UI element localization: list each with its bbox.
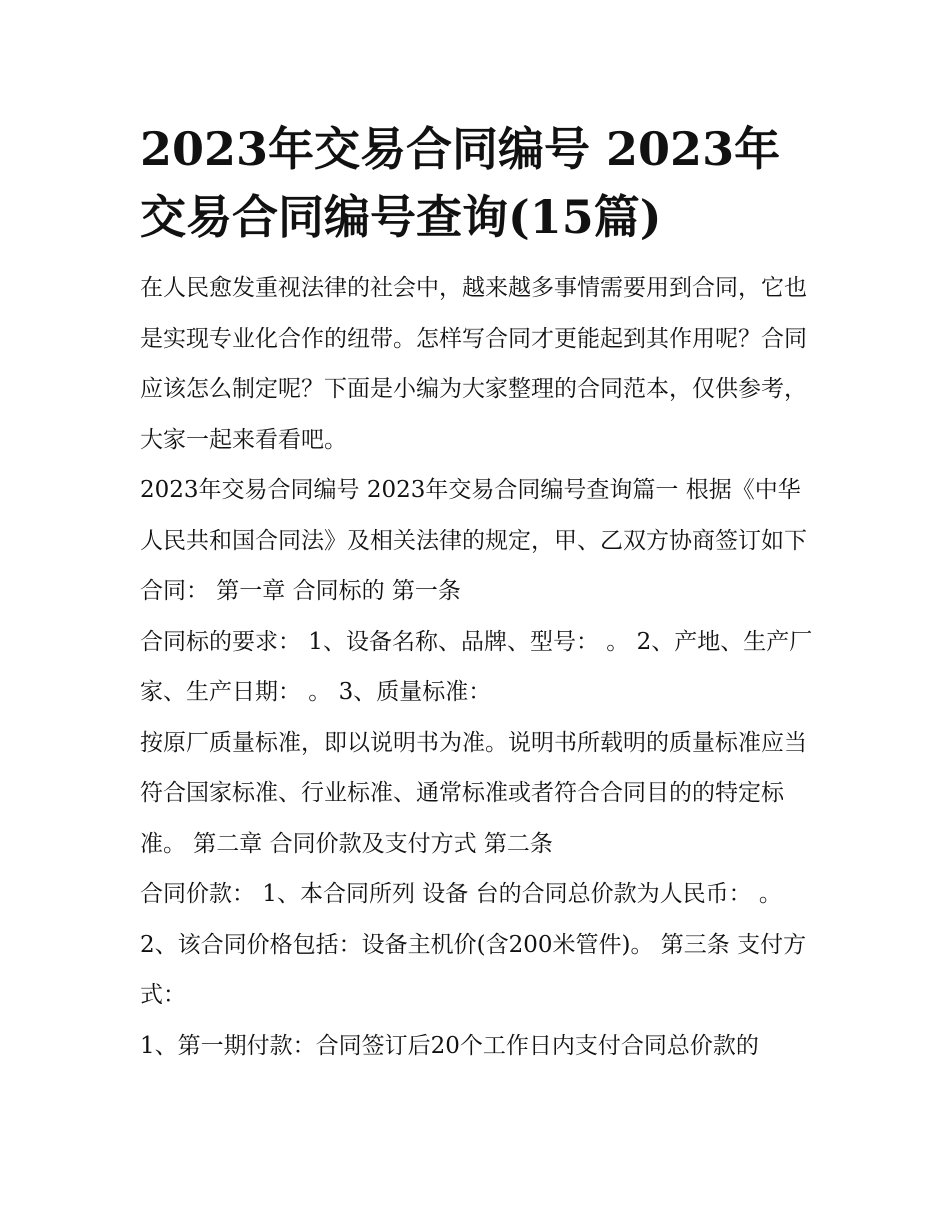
document-title: 2023年交易合同编号 2023年交易合同编号查询(15篇) bbox=[140, 122, 781, 244]
document-body bbox=[140, 115, 820, 1071]
paragraph-contract-price: 合同价款： 1、本合同所列 设备 台的合同总价款为人民币： 。 2、该合同价格包括：设备主机价(含200米管件)。 第三条 支付方式： bbox=[140, 881, 807, 1008]
paragraph-quality-standard: 按原厂质量标准，即以说明书为准。说明书所载明的质量标准应当符合国家标准、行业标准、通常标准或者符合合同目的的特定标准。 第二章 合同价款及支付方式 第二条 bbox=[140, 729, 807, 857]
paragraph-first-payment: 1、第一期付款：合同签订后20个工作日内支付合同总价款的 bbox=[140, 1032, 759, 1059]
paragraph-contract-preamble: 2023年交易合同编号 2023年交易合同编号查询篇一 根据《中华人民共和国合同法》及相关法律的规定，甲、乙双方协商签订如下合同： 第一章 合同标的 第一条 bbox=[140, 477, 807, 604]
paragraph-intro: 在人民愈发重视法律的社会中，越来越多事情需要用到合同，它也是实现专业化合作的纽带。怎样写合同才更能起到其作用呢？合同应该怎么制定呢？下面是小编为大家整理的合同范本，仅供参考，大家一起来看看吧。 bbox=[140, 275, 807, 453]
paragraph-subject-requirements: 合同标的要求： 1、设备名称、品牌、型号： 。 2、产地、生产厂家、生产日期： 。 3、质量标准： bbox=[140, 628, 813, 705]
